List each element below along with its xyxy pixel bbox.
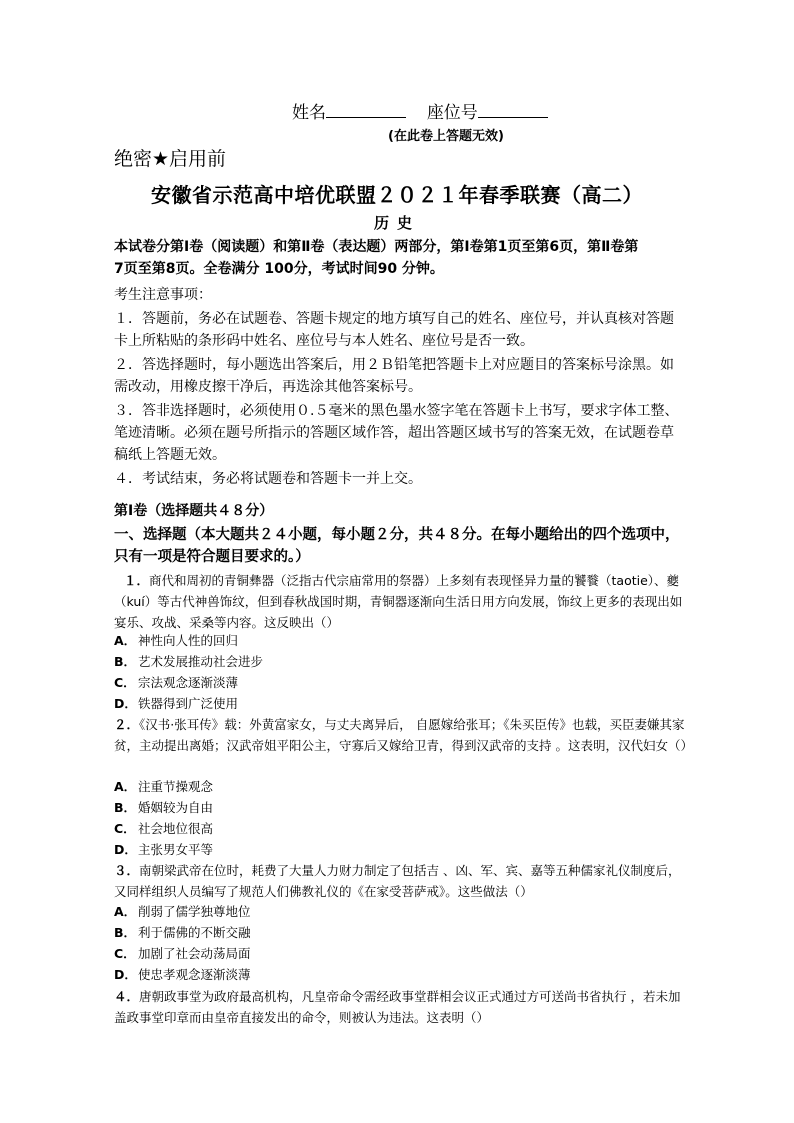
question-stem: 商代和周初的青铜彝器（泛指古代宗庙常用的祭器）上多刻有表现怪异力量的饕餮（taotie）、夔（kuí）等古代神兽饰纹，但到春秋战国时期，青铜器逐渐向生活日用方向发展，饰纹上更多的表现出如宴乐、攻战、采桑等内容。这反映出（） bbox=[114, 573, 683, 630]
question-stem: 唐朝政事堂为政府最高机构，凡皇帝命令需经政事堂群相会议正式通过方可送尚书省执行 ，若未加盖政事堂印章而由皇帝直接发出的命令，则被认为违法。这表明（） bbox=[114, 989, 681, 1025]
notice-item-2: ２．答选择题时，每小题选出答案后，用２Ｂ铅笔把答题卡上对应题目的答案标号涂黑。如需改动，用橡皮擦干净后，再选涂其他答案标号。 bbox=[114, 357, 674, 395]
option-text: 加剧了社会动荡局面 bbox=[138, 946, 251, 961]
option-1a bbox=[114, 631, 238, 651]
option-text: 艺术发展推动社会进步 bbox=[138, 654, 264, 669]
exam-title: 安徽省示范高中培优联盟２０２１年春季联赛（高二） bbox=[151, 183, 643, 207]
question-number: ２． bbox=[114, 717, 140, 732]
option-letter: A． bbox=[114, 904, 137, 919]
subject-title: 历史 bbox=[373, 214, 420, 232]
question-4 bbox=[114, 986, 688, 1028]
option-text: 宗法观念逐渐淡薄 bbox=[138, 675, 239, 690]
option-2d bbox=[114, 840, 213, 860]
option-text: 主张男女平等 bbox=[138, 842, 214, 857]
option-2a bbox=[114, 777, 213, 797]
option-text: 注重节操观念 bbox=[138, 779, 214, 794]
option-text: 使忠孝观念逐渐淡薄 bbox=[138, 967, 251, 982]
notice-block bbox=[114, 284, 684, 490]
option-text: 铁器得到广泛使用 bbox=[138, 696, 239, 711]
option-letter: C． bbox=[114, 946, 136, 961]
notice-item-3: ３．答非选择题时，必须使用０.５毫米的黑色墨水签字笔在答题卡上书写，要求字体工整、笔迹清晰。必须在题号所指示的答题区域作答，超出答题区域书写的答案无效，在试题卷草稿纸上答题无效。 bbox=[114, 403, 679, 463]
notice-item-1: １．答题前，务必在试题卷、答题卡规定的地方填写自己的姓名、座位号，并认真核对答题卡上所粘贴的条形码中姓名、座位号与本人姓名、座位号是否一致。 bbox=[114, 311, 674, 349]
intro-text bbox=[114, 236, 684, 280]
question-stem: 南朝梁武帝在位时，耗费了大量人力财力制定了包括吉 、凶、军、宾、嘉等五种儒家礼仪制度后，又同样组织人员编写了规范人们佛教礼仪的《在家受菩萨戒》。这些做法（） bbox=[114, 863, 681, 899]
option-letter: C． bbox=[114, 821, 136, 836]
option-3c bbox=[114, 944, 251, 964]
question-number: ４． bbox=[114, 989, 140, 1004]
option-1c bbox=[114, 673, 238, 693]
option-letter: A． bbox=[114, 779, 137, 794]
question-number: １． bbox=[124, 573, 150, 588]
question-stem: 《汉书·张耳传》载：外黄富家女，与丈夫离异后， 自愿嫁给张耳；《朱买臣传》也载，买臣妻嫌其家贫，主动提出离婚；汉武帝姐平阳公主，守寡后又嫁给卫青，得到汉武帝的支持 。这表明，汉代妇女（） bbox=[114, 717, 693, 753]
intro-line-2: 7页至第8页。全卷满分 100分，考试时间90 分钟。 bbox=[114, 261, 444, 277]
option-2c bbox=[114, 819, 213, 839]
section-instruction: 一、选择题（本大题共２４小题，每小题２分，共４８分。在每小题给出的四个选项中，只有一项是符合题目要求的。） bbox=[114, 527, 680, 565]
name-blank bbox=[326, 101, 406, 118]
option-1b bbox=[114, 652, 263, 672]
option-2b bbox=[114, 798, 213, 818]
secret-label: 绝密★启用前 bbox=[114, 148, 227, 170]
option-text: 削弱了儒学独尊地位 bbox=[138, 904, 251, 919]
option-3a bbox=[114, 902, 251, 922]
option-letter: B． bbox=[114, 800, 137, 815]
intro-line-1: 本试卷分第Ⅰ卷（阅读题）和第Ⅱ卷（表达题）两部分，第Ⅰ卷第1页至第6页，第Ⅱ卷第 bbox=[114, 239, 639, 255]
option-letter: D． bbox=[114, 696, 137, 711]
option-text: 婚姻较为自由 bbox=[138, 800, 214, 815]
option-1d bbox=[114, 694, 238, 714]
invalid-note: (在此卷上答题无效) bbox=[388, 129, 504, 144]
seat-label: 座位号 bbox=[426, 103, 478, 123]
option-text: 利于儒佛的不断交融 bbox=[138, 925, 251, 940]
seat-blank bbox=[478, 101, 548, 118]
notice-item-4: ４．考试结束，务必将试题卷和答题卡一并上交。 bbox=[114, 471, 422, 487]
option-letter: A． bbox=[114, 633, 137, 648]
option-3d bbox=[114, 965, 251, 985]
question-number: ３． bbox=[114, 863, 140, 878]
option-text: 社会地位很高 bbox=[138, 821, 214, 836]
question-2 bbox=[114, 714, 693, 756]
notice-heading: 考生注意事项： bbox=[114, 287, 212, 303]
option-letter: B． bbox=[114, 925, 137, 940]
option-letter: D． bbox=[114, 967, 137, 982]
name-seat-line bbox=[292, 98, 548, 123]
question-1 bbox=[114, 570, 686, 633]
option-letter: C． bbox=[114, 675, 136, 690]
option-text: 神性向人性的回归 bbox=[138, 633, 239, 648]
option-3b bbox=[114, 923, 251, 943]
question-3 bbox=[114, 860, 688, 902]
name-label: 姓名 bbox=[292, 103, 326, 123]
section-title: 第Ⅰ卷（选择题共４８分） bbox=[114, 503, 274, 519]
option-letter: B． bbox=[114, 654, 137, 669]
option-letter: D． bbox=[114, 842, 137, 857]
